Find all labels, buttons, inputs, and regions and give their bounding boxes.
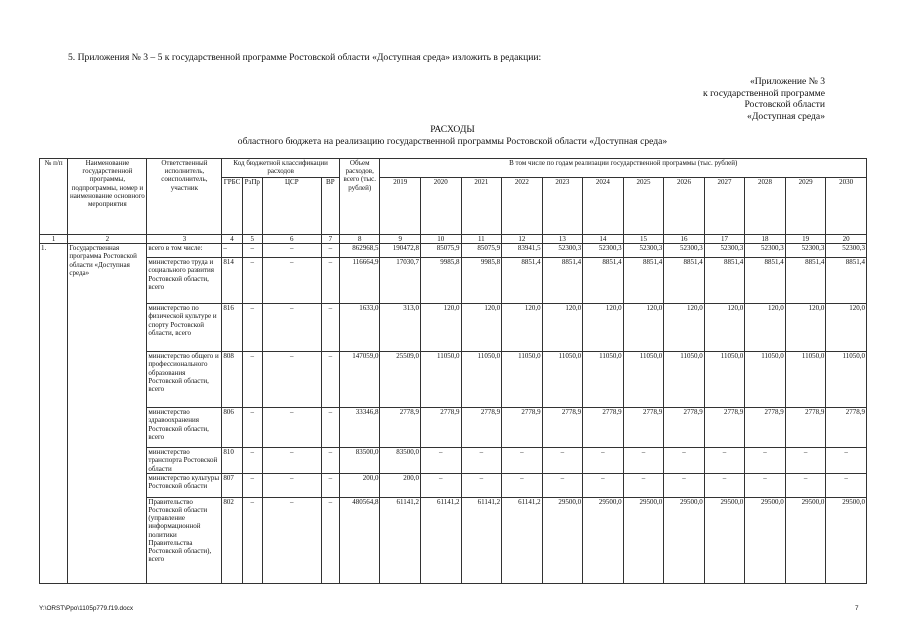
year-value-cell: 9985,8 <box>461 258 502 304</box>
annex-line: «Приложение № 3 <box>749 76 825 87</box>
header-executor: Ответственный исполнитель, соисполнитель, участник <box>147 159 222 235</box>
year-value-cell: 8851,4 <box>542 258 583 304</box>
total-cell: 862968,5 <box>339 244 380 258</box>
header-year: 2028 <box>745 178 786 235</box>
year-value-cell: 11050,0 <box>785 352 826 408</box>
year-value-cell: – <box>502 448 543 474</box>
year-value-cell: – <box>745 473 786 497</box>
year-value-cell: – <box>421 448 462 474</box>
total-cell: 480564,8 <box>339 497 380 583</box>
year-value-cell: 120,0 <box>461 304 502 352</box>
year-value-cell: – <box>421 473 462 497</box>
year-value-cell: 11050,0 <box>461 352 502 408</box>
executor-cell: министерство культуры Ростовской области <box>147 473 222 497</box>
header-year: 2024 <box>583 178 624 235</box>
grbs-cell: – <box>222 244 242 258</box>
year-value-cell: 8851,4 <box>785 258 826 304</box>
year-value-cell: 2778,9 <box>785 408 826 448</box>
year-value-cell: 11050,0 <box>542 352 583 408</box>
year-value-cell: 61141,2 <box>461 497 502 583</box>
grbs-cell: 810 <box>222 448 242 474</box>
header-name: Наименование государственной программы, подпрограммы, номер и наименование основного мероприятия <box>68 159 147 235</box>
year-value-cell: – <box>785 448 826 474</box>
column-number: 10 <box>421 235 462 244</box>
year-value-cell: – <box>704 473 745 497</box>
year-value-cell: 25509,0 <box>380 352 421 408</box>
rzpr-cell: – <box>242 408 262 448</box>
table-row <box>40 304 867 352</box>
csr-cell: – <box>262 304 321 352</box>
year-value-cell: 8851,4 <box>583 258 624 304</box>
executor-cell: министерство общего и профессионального образования Ростовской области, всего <box>147 352 222 408</box>
csr-cell: – <box>262 244 321 258</box>
year-value-cell: – <box>664 473 705 497</box>
year-value-cell: – <box>461 448 502 474</box>
table-row <box>40 408 867 448</box>
header-by-years: В том числе по годам реализации государственной программы (тыс. рублей) <box>380 159 867 178</box>
vr-cell: – <box>321 497 339 583</box>
grbs-cell: 814 <box>222 258 242 304</box>
vr-cell: – <box>321 448 339 474</box>
csr-cell: – <box>262 352 321 408</box>
year-value-cell: 52300,3 <box>704 244 745 258</box>
year-value-cell: 85075,9 <box>461 244 502 258</box>
annex-line: Ростовской области <box>744 99 825 111</box>
year-value-cell: 85075,9 <box>421 244 462 258</box>
csr-cell: – <box>262 258 321 304</box>
year-value-cell: 2778,9 <box>664 408 705 448</box>
year-value-cell: 120,0 <box>664 304 705 352</box>
year-value-cell: 2778,9 <box>623 408 664 448</box>
year-value-cell: 29500,0 <box>704 497 745 583</box>
executor-cell: министерство здравоохранения Ростовской области, всего <box>147 408 222 448</box>
table-row <box>40 473 867 497</box>
year-value-cell: 11050,0 <box>583 352 624 408</box>
file-path-footer: Y:\ORST\Ppo\1105p779.f19.docx <box>39 605 134 612</box>
year-value-cell: 200,0 <box>380 473 421 497</box>
vr-cell: – <box>321 408 339 448</box>
year-value-cell: 120,0 <box>583 304 624 352</box>
year-value-cell: 61141,2 <box>421 497 462 583</box>
intro-paragraph: 5. Приложения № 3 – 5 к государственной программе Ростовской области «Доступная среда» изложить в редакции: <box>68 52 542 63</box>
header-budget-code: Код бюджетной классификации расходов <box>222 159 340 178</box>
year-value-cell: 8851,4 <box>704 258 745 304</box>
year-value-cell: 313,0 <box>380 304 421 352</box>
header-year: 2023 <box>542 178 583 235</box>
year-value-cell: – <box>583 448 624 474</box>
year-value-cell: 2778,9 <box>502 408 543 448</box>
column-numbers-row <box>40 235 867 244</box>
header-volume: Объем расходов, всего (тыс. рублей) <box>339 159 380 235</box>
rzpr-cell: – <box>242 258 262 304</box>
header-year: 2027 <box>704 178 745 235</box>
header-grbs: ГРБС <box>222 178 242 235</box>
year-value-cell: 120,0 <box>826 304 867 352</box>
total-cell: 116664,9 <box>339 258 380 304</box>
total-cell: 147059,0 <box>339 352 380 408</box>
year-value-cell: – <box>542 448 583 474</box>
column-number: 8 <box>339 235 380 244</box>
grbs-cell: 816 <box>222 304 242 352</box>
year-value-cell: 61141,2 <box>380 497 421 583</box>
table-row <box>40 244 867 258</box>
table-row <box>40 497 867 583</box>
column-number: 2 <box>68 235 147 244</box>
column-number: 14 <box>583 235 624 244</box>
header-year: 2020 <box>421 178 462 235</box>
column-number: 1 <box>40 235 68 244</box>
column-number: 17 <box>704 235 745 244</box>
year-value-cell: – <box>623 473 664 497</box>
rzpr-cell: – <box>242 304 262 352</box>
header-year: 2026 <box>664 178 705 235</box>
annex-heading <box>703 76 825 122</box>
year-value-cell: 120,0 <box>502 304 543 352</box>
year-value-cell: 17030,7 <box>380 258 421 304</box>
year-value-cell: 2778,9 <box>826 408 867 448</box>
year-value-cell: 52300,3 <box>664 244 705 258</box>
annex-line: «Доступная среда» <box>747 110 825 122</box>
year-value-cell: 29500,0 <box>745 497 786 583</box>
column-number: 9 <box>380 235 421 244</box>
executor-cell: Правительство Ростовской области (управление информационной политики Правительства Ростовской области), всего <box>147 497 222 583</box>
column-number: 4 <box>222 235 242 244</box>
year-value-cell: 8851,4 <box>664 258 705 304</box>
year-value-cell: 2778,9 <box>461 408 502 448</box>
grbs-cell: 802 <box>222 497 242 583</box>
year-value-cell: 120,0 <box>745 304 786 352</box>
year-value-cell: – <box>623 448 664 474</box>
column-number: 5 <box>242 235 262 244</box>
column-number: 15 <box>623 235 664 244</box>
rzpr-cell: – <box>242 244 262 258</box>
header-year: 2030 <box>826 178 867 235</box>
column-number: 3 <box>147 235 222 244</box>
header-year: 2025 <box>623 178 664 235</box>
total-cell: 33346,8 <box>339 408 380 448</box>
header-year: 2019 <box>380 178 421 235</box>
table-row <box>40 352 867 408</box>
executor-cell: министерство труда и социального развития Ростовской области, всего <box>147 258 222 304</box>
executor-cell: всего в том числе: <box>147 244 222 258</box>
year-value-cell: – <box>461 473 502 497</box>
year-value-cell: 11050,0 <box>623 352 664 408</box>
column-number: 7 <box>321 235 339 244</box>
header-csr: ЦСР <box>262 178 321 235</box>
year-value-cell: 11050,0 <box>745 352 786 408</box>
year-value-cell: 120,0 <box>785 304 826 352</box>
column-number: 13 <box>542 235 583 244</box>
year-value-cell: 52300,3 <box>745 244 786 258</box>
year-value-cell: 11050,0 <box>704 352 745 408</box>
column-number: 11 <box>461 235 502 244</box>
executor-cell: министерство по физической культуре и спорту Ростовской области, всего <box>147 304 222 352</box>
program-number: 1. <box>40 244 68 584</box>
csr-cell: – <box>262 448 321 474</box>
header-year: 2029 <box>785 178 826 235</box>
executor-cell: министерство транспорта Ростовской области <box>147 448 222 474</box>
year-value-cell: 2778,9 <box>704 408 745 448</box>
column-number: 16 <box>664 235 705 244</box>
year-value-cell: – <box>826 473 867 497</box>
year-value-cell: – <box>785 473 826 497</box>
table-row <box>40 258 867 304</box>
program-name: Государственная программа Ростовской области «Доступная среда» <box>68 244 147 584</box>
year-value-cell: 11050,0 <box>502 352 543 408</box>
year-value-cell: 29500,0 <box>826 497 867 583</box>
year-value-cell: – <box>826 448 867 474</box>
vr-cell: – <box>321 304 339 352</box>
year-value-cell: 120,0 <box>421 304 462 352</box>
column-number: 20 <box>826 235 867 244</box>
year-value-cell: – <box>502 473 543 497</box>
year-value-cell: 2778,9 <box>583 408 624 448</box>
page-number: 7 <box>855 605 859 612</box>
year-value-cell: 2778,9 <box>380 408 421 448</box>
expenses-table <box>39 158 867 584</box>
rzpr-cell: – <box>242 497 262 583</box>
vr-cell: – <box>321 258 339 304</box>
column-number: 6 <box>262 235 321 244</box>
year-value-cell: 11050,0 <box>421 352 462 408</box>
total-cell: 83500,0 <box>339 448 380 474</box>
csr-cell: – <box>262 408 321 448</box>
csr-cell: – <box>262 473 321 497</box>
year-value-cell: 52300,3 <box>623 244 664 258</box>
year-value-cell: 83500,0 <box>380 448 421 474</box>
document-title <box>0 124 905 147</box>
year-value-cell: 2778,9 <box>542 408 583 448</box>
column-number: 19 <box>785 235 826 244</box>
year-value-cell: 52300,3 <box>826 244 867 258</box>
header-rzpr: РзПр <box>242 178 262 235</box>
year-value-cell: 83941,5 <box>502 244 543 258</box>
header-year: 2021 <box>461 178 502 235</box>
year-value-cell: 52300,3 <box>583 244 624 258</box>
grbs-cell: 806 <box>222 408 242 448</box>
year-value-cell: 11050,0 <box>826 352 867 408</box>
year-value-cell: 2778,9 <box>745 408 786 448</box>
year-value-cell: 8851,4 <box>745 258 786 304</box>
year-value-cell: 2778,9 <box>421 408 462 448</box>
year-value-cell: 190472,8 <box>380 244 421 258</box>
header-vr: ВР <box>321 178 339 235</box>
year-value-cell: 61141,2 <box>502 497 543 583</box>
year-value-cell: 120,0 <box>542 304 583 352</box>
grbs-cell: 808 <box>222 352 242 408</box>
rzpr-cell: – <box>242 448 262 474</box>
year-value-cell: 120,0 <box>704 304 745 352</box>
title-subline: областного бюджета на реализацию государственной программы Ростовской области «Доступная среда» <box>237 135 668 147</box>
grbs-cell: 807 <box>222 473 242 497</box>
vr-cell: – <box>321 352 339 408</box>
rzpr-cell: – <box>242 352 262 408</box>
year-value-cell: 11050,0 <box>664 352 705 408</box>
year-value-cell: – <box>583 473 624 497</box>
year-value-cell: – <box>542 473 583 497</box>
year-value-cell: 29500,0 <box>542 497 583 583</box>
year-value-cell: 8851,4 <box>826 258 867 304</box>
csr-cell: – <box>262 497 321 583</box>
year-value-cell: 52300,3 <box>785 244 826 258</box>
year-value-cell: 8851,4 <box>623 258 664 304</box>
year-value-cell: 9985,8 <box>421 258 462 304</box>
annex-line: к государственной программе <box>703 87 825 99</box>
year-value-cell: – <box>664 448 705 474</box>
year-value-cell: 52300,3 <box>542 244 583 258</box>
year-value-cell: – <box>745 448 786 474</box>
column-number: 18 <box>745 235 786 244</box>
year-value-cell: 29500,0 <box>583 497 624 583</box>
year-value-cell: – <box>704 448 745 474</box>
header-num: № п/п <box>40 159 68 235</box>
table-row <box>40 448 867 474</box>
title-line: РАСХОДЫ <box>430 124 475 135</box>
year-value-cell: 8851,4 <box>502 258 543 304</box>
header-year: 2022 <box>502 178 543 235</box>
total-cell: 1633,0 <box>339 304 380 352</box>
column-number: 12 <box>502 235 543 244</box>
year-value-cell: 29500,0 <box>664 497 705 583</box>
year-value-cell: 29500,0 <box>623 497 664 583</box>
vr-cell: – <box>321 473 339 497</box>
year-value-cell: 29500,0 <box>785 497 826 583</box>
vr-cell: – <box>321 244 339 258</box>
total-cell: 200,0 <box>339 473 380 497</box>
year-value-cell: 120,0 <box>623 304 664 352</box>
rzpr-cell: – <box>242 473 262 497</box>
